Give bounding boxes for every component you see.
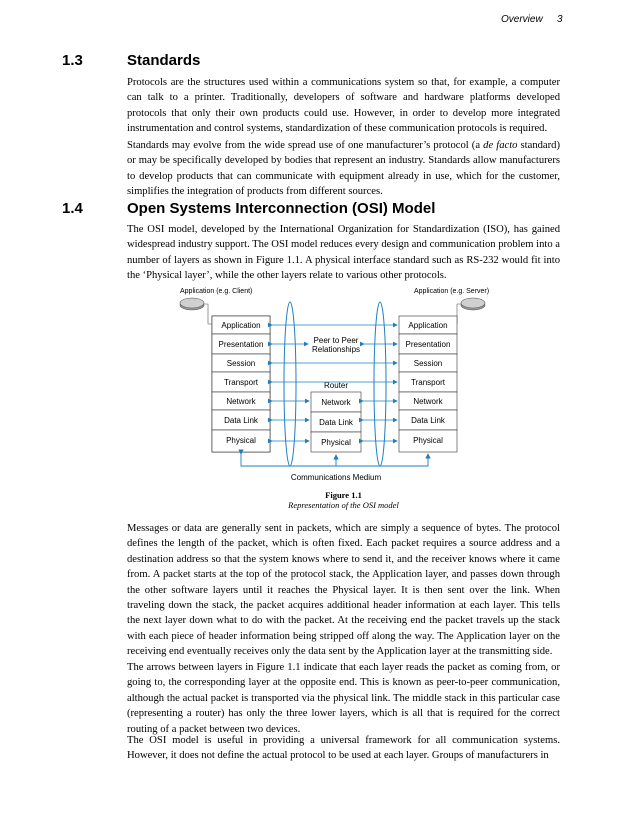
right-layer-network: Network — [413, 397, 443, 406]
page-number: 3 — [557, 14, 563, 25]
left-layer-transport: Transport — [224, 378, 258, 387]
section-number-1-3: 1.3 — [62, 52, 83, 69]
section-number-1-4: 1.4 — [62, 200, 83, 217]
paragraph: Protocols are the structures used within a communications system so that, for example, a computer can talk to a printer. Traditionally, developers of software and hardware platforms developed protocols that only their own products could use. However, in order to develop more integrated instrumentation and control systems, standardization of these communication protocols is required. — [127, 77, 560, 135]
peer-label-line2: Relationships — [311, 345, 361, 354]
medium-label: Communications Medium — [290, 473, 382, 482]
figure-caption-title: Figure 1.1 — [325, 490, 362, 500]
left-layer-network: Network — [226, 397, 256, 406]
paragraph: Messages or data are generally sent in packets, which are simply a sequence of bytes. The protocol defines the length of the packet, which is often fixed. Each packet requires a source address and a destination address so that the system knows where to send it, and the receiver knows where it came from. A packet starts at the top of the protocol stack, the Application layer, and passes down through the other software layers until it reaches the Physical layer. It is then sent over the link. When traveling down the stack, the packet acquires additional header information at each layer. This tells the next layer down what to do with the packet. At the receiving end the packet travels up the stack with each piece of header information being stripped off along the way. The Application layer on the receiving end eventually receives only the data sent by the Application layer at the transmitting side. — [127, 523, 560, 658]
left-layer-presentation: Presentation — [218, 340, 264, 349]
left-layer-physical: Physical — [226, 436, 256, 445]
section-title-osi: Open Systems Interconnection (OSI) Model — [127, 200, 436, 217]
left-layer-data-link: Data Link — [224, 416, 258, 425]
paragraph-text: Standards may evolve from the wide spread use of one manufacturer’s protocol (a — [127, 140, 484, 151]
header-title: Overview — [501, 14, 543, 25]
server-computer-icon — [461, 298, 485, 310]
right-layer-presentation: Presentation — [405, 340, 451, 349]
running-header — [0, 14, 638, 30]
left-layer-application: Application — [221, 321, 261, 330]
server-label: Application (e.g. Server) — [414, 288, 490, 295]
right-layer-application: Application — [408, 321, 448, 330]
client-label: Application (e.g. Client) — [180, 288, 253, 295]
right-layer-transport: Transport — [411, 378, 445, 387]
paragraph-text: standard) or may be specifically developed by bodies that represent an industry. Standards allow manufacturers to develop products that can communicate with equipment already in use, which for the customer, simplifies the integration of products from different sources. — [127, 140, 560, 198]
router-layer-physical: Physical — [321, 438, 351, 447]
left-layer-session: Session — [226, 359, 256, 368]
client-computer-icon — [180, 298, 204, 310]
paragraph: The arrows between layers in Figure 1.1 indicate that each layer reads the packet as coming from, or going to, the corresponding layer at the opposite end. This is known as peer-to-peer communication, although the actual packet is transported via the physical link. The middle stack in this particular case (representing a router) has only the three lower layers, which is all that is required for the correct routing of a packet between two devices. — [127, 662, 560, 735]
right-layer-session: Session — [413, 359, 443, 368]
right-layer-data-link: Data Link — [411, 416, 445, 425]
router-layer-data-link: Data Link — [319, 418, 353, 427]
right-layer-physical: Physical — [413, 436, 443, 445]
figure-caption-text: Representation of the OSI model — [288, 500, 399, 510]
router-layer-network: Network — [321, 398, 351, 407]
section-title-standards: Standards — [127, 52, 201, 69]
paragraph — [127, 138, 560, 200]
router-title: Router — [323, 381, 349, 390]
osi-figure — [170, 284, 500, 489]
peer-label-line1: Peer to Peer — [313, 336, 359, 345]
paragraph: The OSI model is useful in providing a universal framework for all communication systems. However, it does not define the actual protocol to be used at each layer. Groups of manufacturers in — [127, 735, 560, 762]
italic-text: de facto — [483, 140, 518, 151]
paragraph: The OSI model, developed by the International Organization for Standardization (ISO), has gained widespread industry support. The OSI model reduces every design and communication problem into a number of layers as shown in Figure 1.1. A physical interface standard such as RS-232 would fit into the ‘Physical layer’, while the other layers relate to various other protocols. — [127, 224, 560, 282]
